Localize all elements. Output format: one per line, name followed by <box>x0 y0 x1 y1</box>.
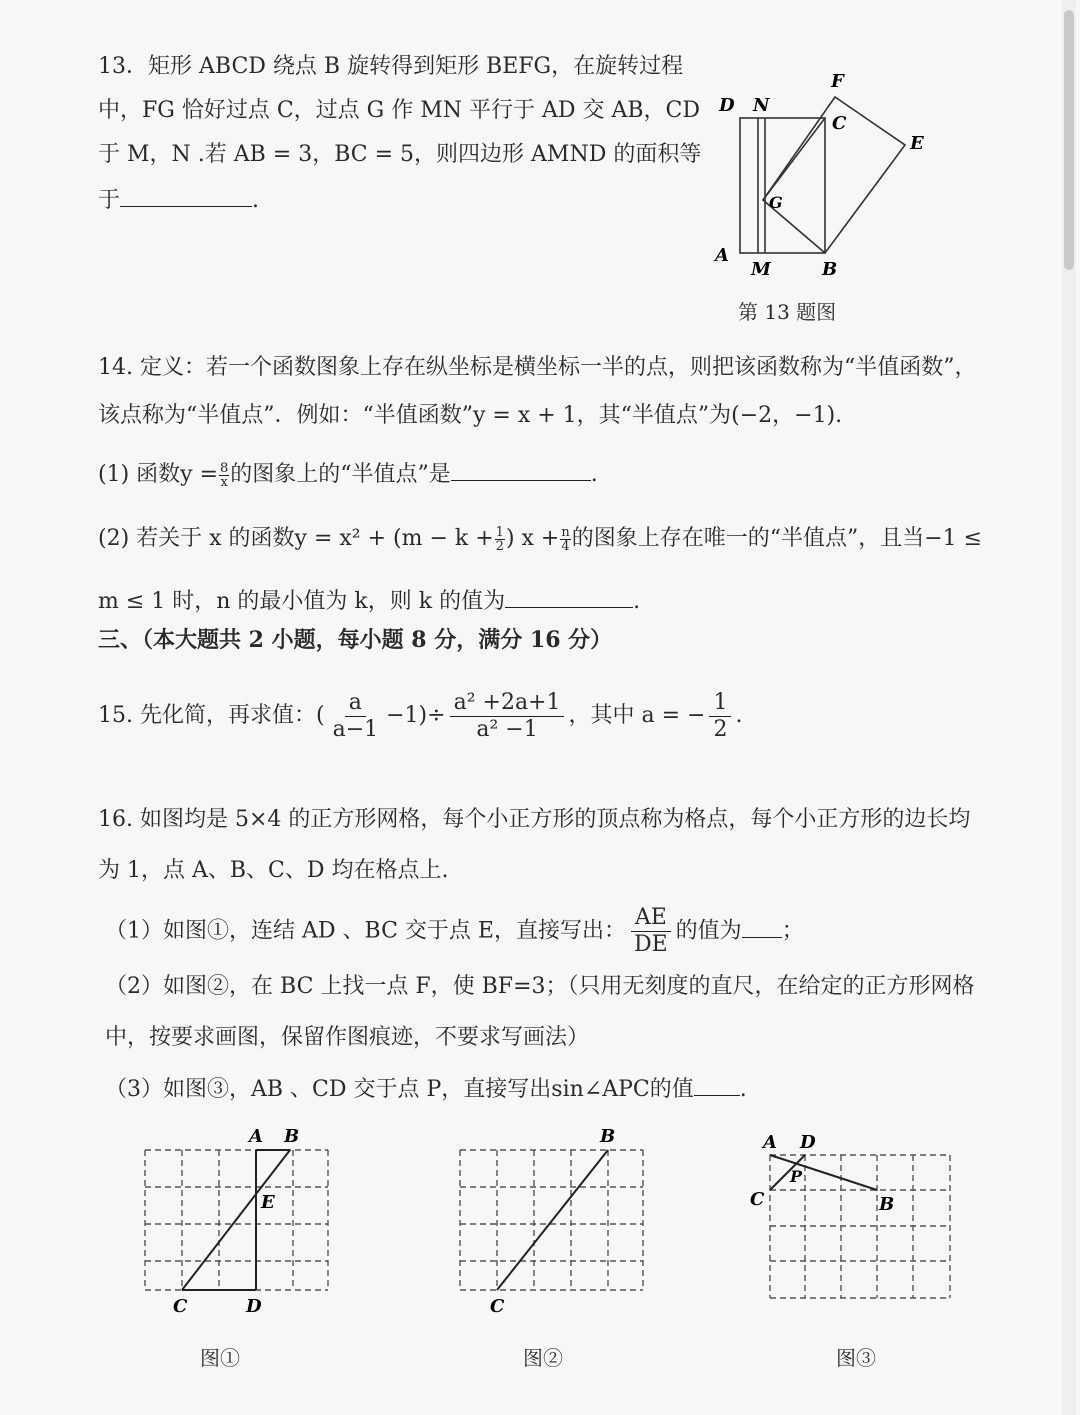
label-A: A <box>715 245 729 266</box>
q14-p2-frac2-num: n <box>561 524 570 540</box>
label-C: C <box>832 113 847 134</box>
fig1-label-B: B <box>284 1126 300 1147</box>
q16-p3-answer-blank[interactable] <box>694 1073 740 1096</box>
fig3-label-D: D <box>800 1132 816 1153</box>
q13-answer-blank[interactable] <box>120 184 252 207</box>
q15-mid1: −1)÷ <box>386 703 446 728</box>
label-B: B <box>822 259 838 280</box>
fig1-caption: 图① <box>200 1346 240 1370</box>
q13-line3: 于 M，N .若 AB = 3，BC = 5，则四边形 AMND 的面积等 <box>98 142 702 167</box>
q16-p1-suffix: 的值为 <box>675 918 742 944</box>
q16-part3 <box>105 1073 747 1105</box>
label-F: F <box>831 71 844 92</box>
q13-line4-text: 于 <box>98 188 121 213</box>
q13-figure-caption: 第 13 题图 <box>738 300 837 324</box>
q14-p2-frac1-num: 1 <box>495 524 504 540</box>
label-E: E <box>910 133 924 154</box>
q14-p1-frac-den: x <box>220 474 228 490</box>
q15-f3-num: 1 <box>709 690 731 717</box>
q14-part2-line2 <box>98 585 640 617</box>
q15-f2-den: a² −1 <box>476 716 538 742</box>
q14-part2 <box>98 524 982 554</box>
q13-line4 <box>98 184 259 216</box>
segment-bc <box>497 1150 608 1290</box>
q15-f3-den: 2 <box>713 716 728 742</box>
scrollbar-thumb[interactable] <box>1064 10 1074 270</box>
label-N: N <box>753 95 770 116</box>
q16-line2: 为 1，点 A、B、C、D 均在格点上. <box>98 858 449 883</box>
q16-p3-prefix: （3）如图③，AB 、CD 交于点 P，直接写出sin∠APC的值 <box>105 1077 694 1102</box>
q16-part2-line1: （2）如图②，在 BC 上找一点 F，使 BF=3；（只用无刻度的直尺，在给定的正方形网格 <box>105 974 975 999</box>
q14-p2-fraction2 <box>560 526 570 553</box>
q15-f2-num: a² +2a+1 <box>450 690 565 717</box>
q16-part2-line2: 中，按要求画图，保留作图痕迹，不要求写画法） <box>105 1025 590 1050</box>
fig3-caption: 图③ <box>836 1346 876 1370</box>
q14-p1-prefix: (1) 函数y = <box>98 462 219 487</box>
fig1-label-C: C <box>173 1296 188 1317</box>
segment-gc <box>763 118 825 200</box>
fig2-caption: 图② <box>523 1346 563 1370</box>
q14-p1-frac-num: 8 <box>220 460 229 476</box>
q14-line1: 14. 定义：若一个函数图象上存在纵坐标是横坐标一半的点，则把该函数称为“半值函数”， <box>98 355 977 380</box>
fig1-label-A: A <box>249 1126 263 1147</box>
fig1-label-D: D <box>246 1296 262 1317</box>
q15-prefix: 15. 先化简，再求值：( <box>98 703 325 728</box>
q16-figure1 <box>130 1120 350 1320</box>
fig2-label-B: B <box>600 1126 616 1147</box>
q16-p1-frac-den: DE <box>633 932 668 957</box>
q14-p2-suffix: 的图象上存在唯一的“半值点”，且当−1 ≤ <box>571 526 983 551</box>
q14-p2-fraction1 <box>495 526 505 553</box>
q14-p1-fraction <box>219 462 229 489</box>
q16-p1-fraction <box>630 905 672 958</box>
section3-heading: 三、（本大题共 2 小题，每小题 8 分，满分 16 分） <box>98 627 613 653</box>
q14-p1-end: . <box>590 462 598 487</box>
q15-end: . <box>735 703 743 728</box>
q14-p1-answer-blank[interactable] <box>451 458 591 481</box>
q15-fraction1 <box>329 690 383 743</box>
q16-figure3 <box>745 1120 965 1320</box>
q16-p1-frac-num: AE <box>631 905 671 932</box>
label-G: G <box>769 193 783 212</box>
q16-p3-end: . <box>739 1077 747 1102</box>
q15-fraction2 <box>450 690 565 743</box>
label-M: M <box>751 259 771 280</box>
q13-figure <box>705 65 945 285</box>
q13-line4-end: . <box>252 188 260 213</box>
segment-cb <box>182 1150 290 1290</box>
q16-p1-end: ； <box>781 918 804 944</box>
q15-f1-den: a−1 <box>332 716 379 742</box>
fig3-label-B: B <box>879 1194 895 1215</box>
q16-line1: 16. 如图均是 5×4 的正方形网格，每个小正方形的顶点称为格点，每个小正方形的边长均 <box>98 807 971 832</box>
q14-line2: 该点称为“半值点”．例如：“半值函数”y = x + 1，其“半值点”为(−2，−1). <box>98 403 843 428</box>
q14-p2-line2-text: m ≤ 1 时，n 的最小值为 k，则 k 的值为 <box>98 589 506 614</box>
segment-ab <box>770 1155 877 1190</box>
q14-p1-suffix: 的图象上的“半值点”是 <box>230 462 451 487</box>
q16-part1 <box>105 905 804 958</box>
fig3-label-P: P <box>790 1167 803 1186</box>
fig3-label-A: A <box>763 1132 777 1153</box>
q16-p1-prefix: （1）如图①，连结 AD 、BC 交于点 E，直接写出： <box>105 918 626 944</box>
q15-fraction3 <box>709 690 731 743</box>
rect-abcd <box>740 118 825 253</box>
q14-p2-end: . <box>633 589 641 614</box>
fig1-label-E: E <box>261 1192 275 1213</box>
q16-figure2 <box>445 1120 665 1320</box>
q14-p2-frac2-den: 4 <box>561 538 570 554</box>
q15-f1-num: a <box>345 690 366 717</box>
q14-p2-answer-blank[interactable] <box>505 585 633 608</box>
q13-line1: 13．矩形 ABCD 绕点 B 旋转得到矩形 BEFG，在旋转过程 <box>98 54 684 79</box>
q14-p2-prefix: (2) 若关于 x 的函数y = x² + (m − k + <box>98 526 494 551</box>
q15-mid2: ，其中 a = − <box>568 703 706 728</box>
q14-p2-frac1-den: 2 <box>495 538 504 554</box>
q13-line2: 中，FG 恰好过点 C，过点 G 作 MN 平行于 AD 交 AB，CD <box>98 98 701 123</box>
fig3-label-C: C <box>750 1189 765 1210</box>
fig2-label-C: C <box>490 1296 505 1317</box>
q15 <box>98 686 742 746</box>
q16-p1-answer-blank[interactable] <box>742 915 782 938</box>
label-D: D <box>719 95 735 116</box>
q14-p2-mid: ) x + <box>505 526 560 551</box>
q14-part1 <box>98 458 598 490</box>
